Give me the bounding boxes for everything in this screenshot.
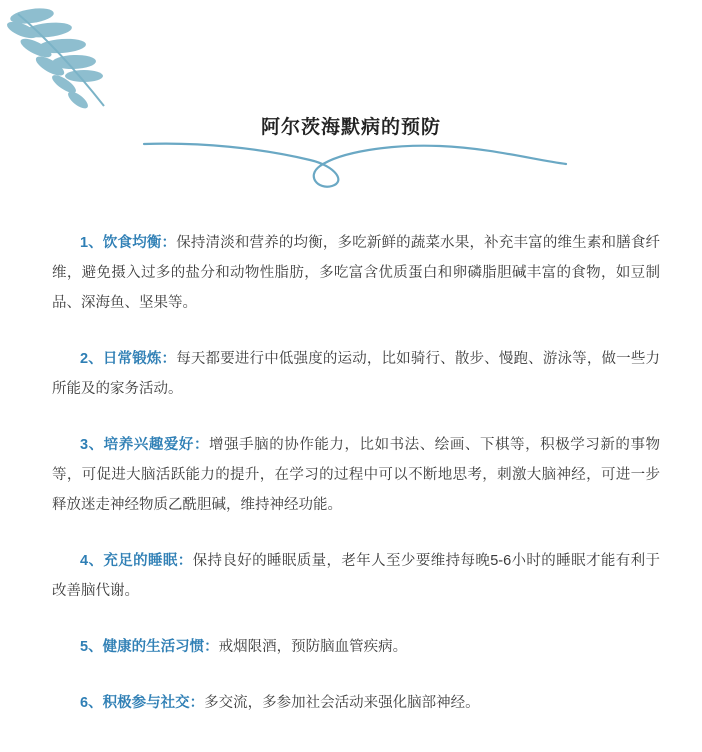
list-item-lead: 4、充足的睡眠： (80, 553, 193, 569)
list-item (52, 344, 660, 404)
list-item-body: 保持清淡和营养的均衡，多吃新鲜的蔬菜水果，补充丰富的维生素和膳食纤维，避免摄入过多的盐分和动物性脂肪，多吃富含优质蛋白和卵磷脂胆碱丰富的食物，如豆制品、深海鱼、坚果等。 (52, 235, 660, 311)
list-item-lead: 5、健康的生活习惯： (80, 639, 219, 655)
list-item-body: 增强手脑的协作能力，比如书法、绘画、下棋等，积极学习新的事物等，可促进大脑活跃能力的提升，在学习的过程中可以不断地思考，刺激大脑神经，可进一步释放迷走神经物质乙酰胆碱，维持神经功能。 (52, 437, 660, 513)
leaf-branch-icon (4, 6, 134, 116)
squiggle-underline-icon (140, 138, 570, 190)
document-body (52, 228, 660, 718)
list-item-body: 保持良好的睡眠质量，老年人至少要维持每晚5-6小时的睡眠才能有利于改善脑代谢。 (52, 553, 660, 599)
list-item (52, 430, 660, 520)
page-title: 阿尔茨海默病的预防 (260, 117, 441, 138)
list-item (52, 546, 660, 606)
list-item-body: 多交流，多参加社会活动来强化脑部神经。 (204, 695, 480, 711)
list-item-lead: 2、日常锻炼： (80, 351, 177, 367)
list-item-lead: 1、饮食均衡： (80, 235, 177, 251)
list-item (52, 688, 660, 718)
list-item-lead: 3、培养兴趣爱好： (80, 437, 210, 453)
list-item-body: 戒烟限酒，预防脑血管疾病。 (218, 639, 408, 655)
list-item-lead: 6、积极参与社交： (80, 695, 205, 711)
list-item-body: 每天都要进行中低强度的运动，比如骑行、散步、慢跑、游泳等，做一些力所能及的家务活动。 (52, 351, 660, 397)
list-item (52, 632, 660, 662)
list-item (52, 228, 660, 318)
